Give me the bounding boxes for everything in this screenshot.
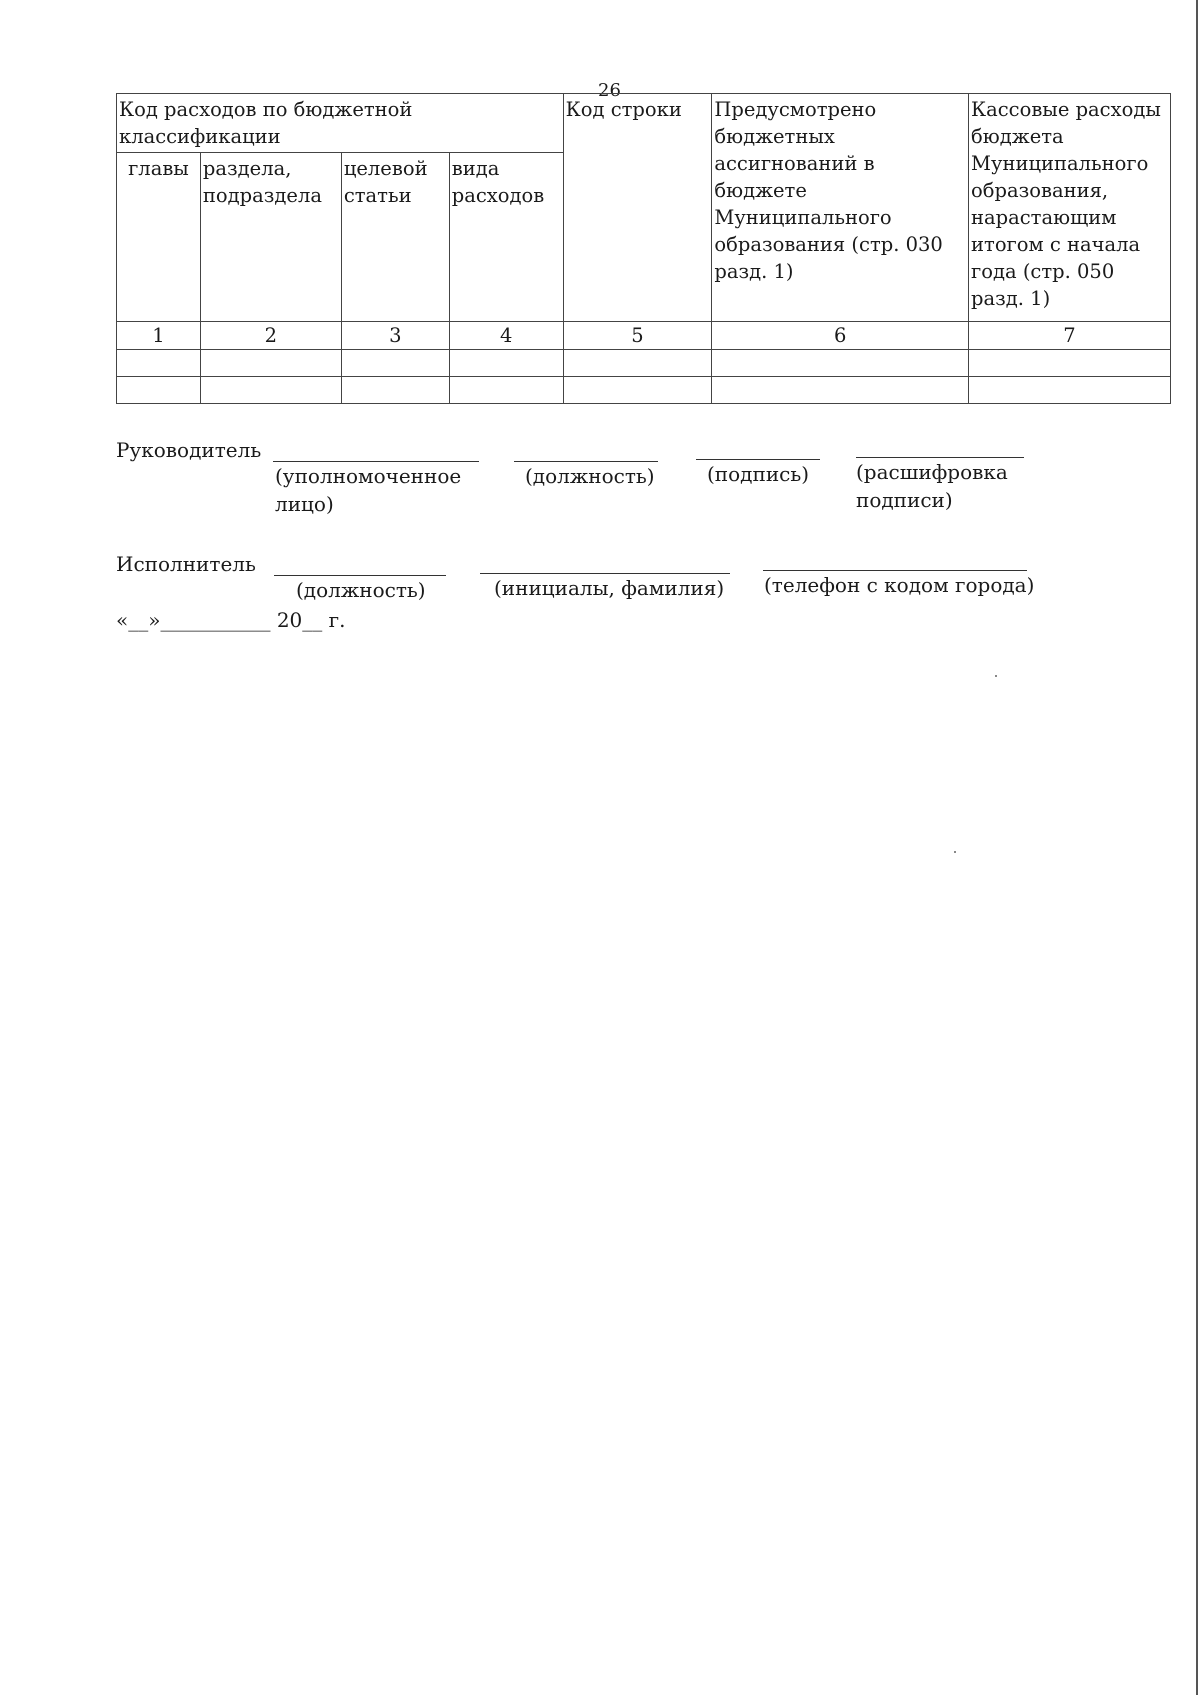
table-cell <box>200 377 341 404</box>
table-cell <box>563 350 712 377</box>
table-cell <box>712 377 969 404</box>
column-number: 6 <box>712 322 969 350</box>
header-target-article: целевой статьи <box>341 153 449 322</box>
table-cell <box>969 377 1171 404</box>
head-label: Руководитель <box>116 438 262 462</box>
table-cell <box>449 350 563 377</box>
date-line: «__»___________ 20__ г. <box>116 608 346 632</box>
column-number: 1 <box>117 322 201 350</box>
column-number: 4 <box>449 322 563 350</box>
executor-label: Исполнитель <box>116 552 256 576</box>
table-cell <box>117 377 201 404</box>
table-cell <box>341 350 449 377</box>
authorized-person-caption: (уполномоченное лицо) <box>275 464 462 516</box>
page-edge-line <box>1196 0 1198 1695</box>
header-expense-type: вида расходов <box>449 153 563 322</box>
scan-speck <box>995 675 997 677</box>
executor-name-caption: (инициалы, фамилия) <box>494 576 725 600</box>
header-chapter: главы <box>117 153 201 322</box>
table-number-row <box>117 322 1171 350</box>
column-number: 3 <box>341 322 449 350</box>
budget-expenses-table <box>116 93 1171 404</box>
header-section: раздела, подраздела <box>200 153 341 322</box>
column-number: 2 <box>200 322 341 350</box>
head-position-caption: (должность) <box>525 464 655 488</box>
table-header-row <box>117 94 1171 153</box>
head-decoding-caption: (расшифровка подписи) <box>856 460 1008 512</box>
table-row <box>117 350 1171 377</box>
table-cell <box>712 350 969 377</box>
table-cell <box>449 377 563 404</box>
page-number: 26 <box>598 80 621 101</box>
table-cell <box>117 350 201 377</box>
executor-phone-caption: (телефон с кодом города) <box>764 573 1035 597</box>
column-number: 7 <box>969 322 1171 350</box>
table-cell <box>563 377 712 404</box>
scan-speck <box>954 851 956 853</box>
table-cell <box>341 377 449 404</box>
header-line-code: Код строки <box>563 94 712 322</box>
executor-position-caption: (должность) <box>296 578 426 602</box>
header-budget-classification: Код расходов по бюджетной классификации <box>117 94 564 153</box>
table-row <box>117 377 1171 404</box>
header-planned-allocations: Предусмотрено бюджетных ассигнований в бюджете Муниципального образования (стр. 030 разд. 1) <box>712 94 969 322</box>
header-cash-expenses: Кассовые расходы бюджета Муниципального образования, нарастающим итогом с начала года (стр. 050 разд. 1) <box>969 94 1171 322</box>
table-cell <box>200 350 341 377</box>
column-number: 5 <box>563 322 712 350</box>
head-signature-caption: (подпись) <box>707 462 810 486</box>
table-cell <box>969 350 1171 377</box>
